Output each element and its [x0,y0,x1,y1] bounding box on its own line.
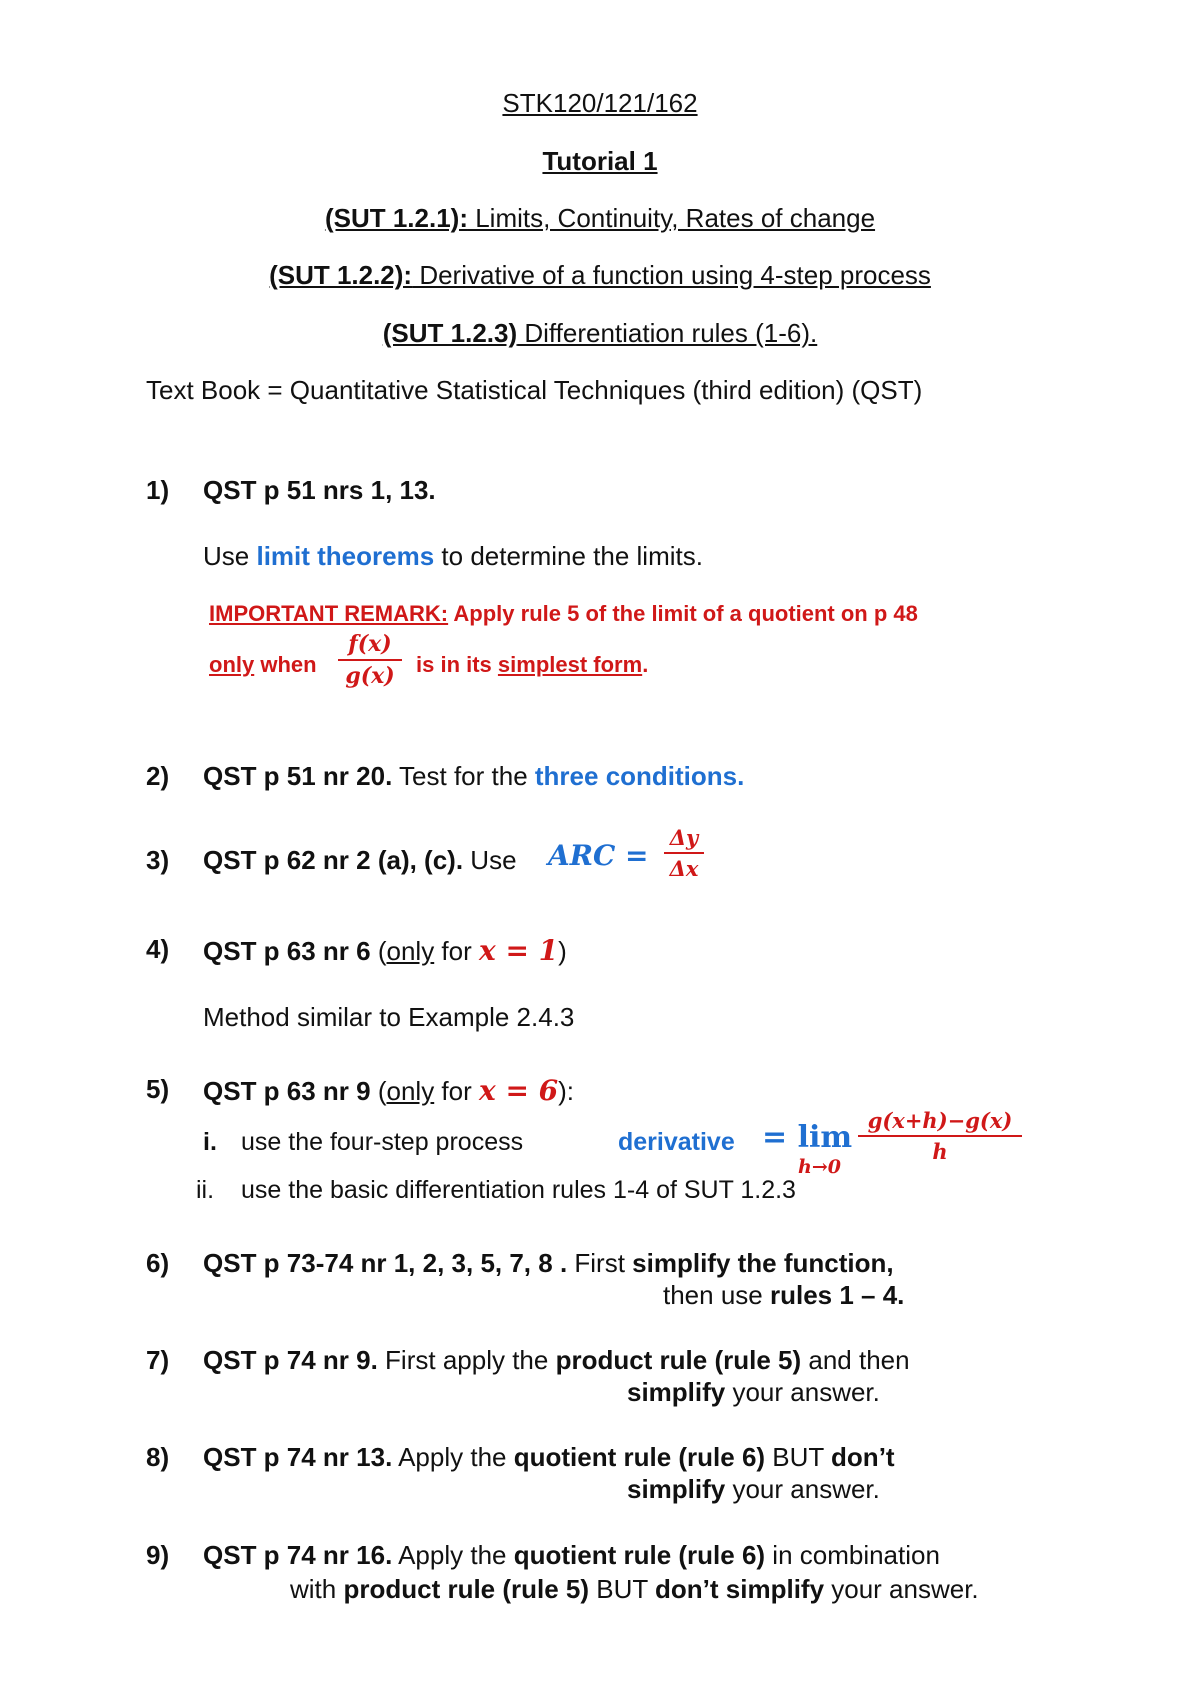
q5-i-label: i. [203,1128,217,1156]
q4-line: QST p 63 nr 6 (only for x = 1) [203,934,567,967]
delta-y-over-delta-x: Δy Δx [664,825,704,881]
q8-line-1: QST p 74 nr 13. Apply the quotient rule (rule 6) BUT don’t [203,1442,895,1472]
fx-over-gx-fraction: f(x) g(x) [338,631,402,689]
derivative-label: derivative [618,1128,735,1156]
q8-number: 8) [146,1442,170,1472]
q9-line-1: QST p 74 nr 16. Apply the quotient rule (rule 6) in combination [203,1540,940,1570]
q6-line-2: then use rules 1 – 4. [663,1280,905,1310]
q5-ii-text: use the basic differentiation rules 1-4 of SUT 1.2.3 [241,1176,796,1204]
fraction-bar [664,852,704,854]
q9-number: 9) [146,1540,170,1570]
arc-formula: ARC = [548,839,649,872]
q2-line: QST p 51 nr 20. Test for the three conditions. [203,761,745,791]
remark-simplest-form: is in its simplest form. [416,652,649,677]
fraction-bar [858,1135,1022,1137]
q1-instruction: Use limit theorems to determine the limits. [203,541,703,571]
q2-number: 2) [146,761,170,791]
sut-3-heading: (SUT 1.2.3) Differentiation rules (1-6). [382,318,818,348]
q1-number: 1) [146,475,170,505]
q1-reference: QST p 51 nrs 1, 13. [203,475,436,505]
q4-method: Method similar to Example 2.4.3 [203,1002,575,1032]
q7-line-1: QST p 74 nr 9. First apply the product rule (rule 5) and then [203,1345,910,1375]
q5-ii-label: ii. [196,1176,215,1204]
lim-subscript: h→0 [798,1156,841,1178]
q3-line: QST p 62 nr 2 (a), (c). Use [203,845,517,875]
course-code: STK120/121/162 [502,88,698,118]
tutorial-title: Tutorial 1 [542,146,658,176]
q3-number: 3) [146,845,170,875]
q5-i-text: use the four-step process [241,1128,524,1156]
q5-number: 5) [146,1074,170,1104]
q6-line-1: QST p 73-74 nr 1, 2, 3, 5, 7, 8 . First simplify the function, [203,1248,894,1278]
q5-line: QST p 63 nr 9 (only for x = 6): [203,1074,575,1107]
sut-1-heading: (SUT 1.2.1): Limits, Continuity, Rates of change [324,203,876,233]
textbook-line: Text Book = Quantitative Statistical Techniques (third edition) (QST) [146,375,923,405]
q8-line-2: simplify your answer. [627,1474,880,1504]
q6-number: 6) [146,1248,170,1278]
fraction-bar [338,659,402,661]
q4-number: 4) [146,934,170,964]
q9-line-2: with product rule (rule 5) BUT don’t simplify your answer. [290,1574,979,1604]
difference-quotient-fraction: g(x+h)−g(x) h [858,1108,1022,1164]
q7-number: 7) [146,1345,170,1375]
equals-lim: = lim [762,1120,853,1155]
important-remark: IMPORTANT REMARK: Apply rule 5 of the limit of a quotient on p 48 [209,601,918,626]
remark-only-when: only when [209,652,317,677]
q7-line-2: simplify your answer. [627,1377,880,1407]
sut-2-heading: (SUT 1.2.2): Derivative of a function using 4-step process [269,260,931,290]
